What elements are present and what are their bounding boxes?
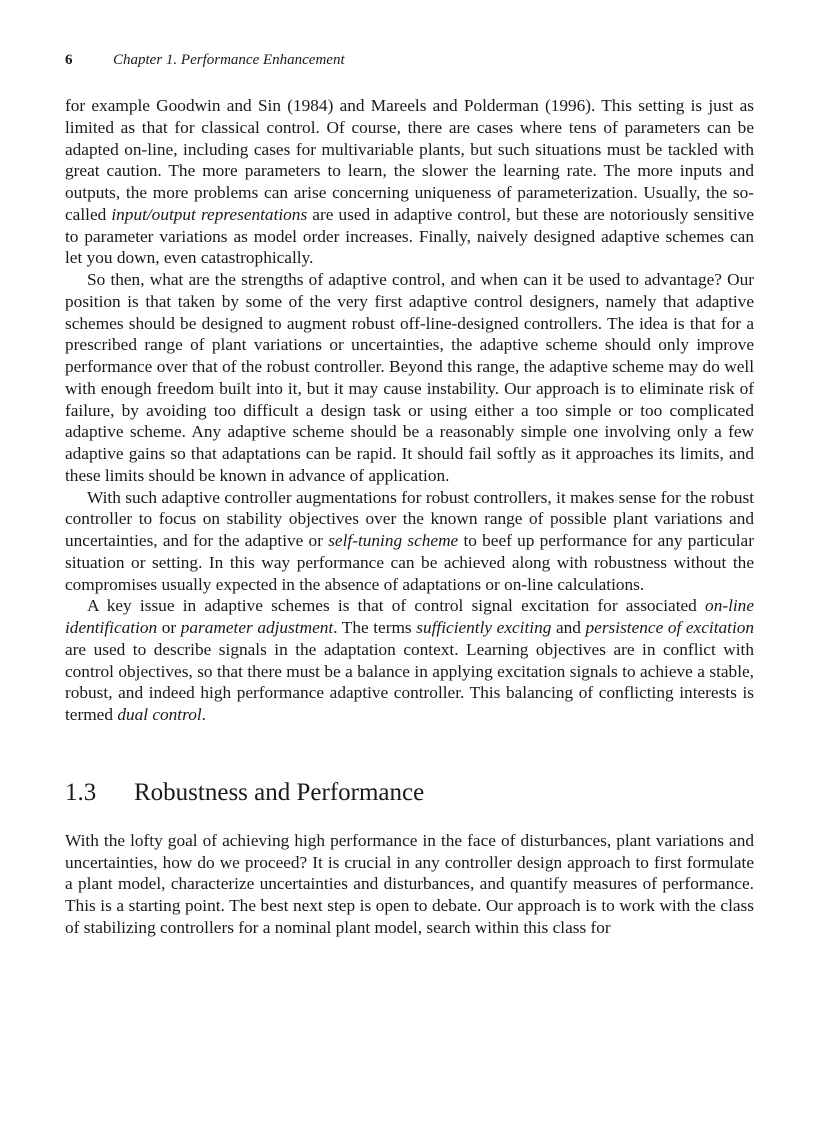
- text-run: and: [551, 618, 586, 637]
- italic-term: input/output representations: [111, 204, 308, 224]
- text-run: With the lofty goal of achieving high performance in the face of disturbances, plant variations and uncertainties, how do we proceed? It is crucial in any controller design approach to first formulate a plant model, characterize uncertainties and disturbances, and quantify measures of performance. This is a starting point. The best next step is open to debate. Our approach is to work with the class of stabilizing controllers for a nominal plant model, search within this class for: [65, 830, 754, 937]
- page-number: 6: [65, 52, 73, 68]
- italic-term: parameter adjustment: [180, 618, 334, 637]
- italic-term: sufficiently exciting: [416, 618, 552, 637]
- paragraph: [65, 269, 754, 487]
- section-paragraph-list: [65, 830, 754, 939]
- text-run: for example Goodwin and Sin (1984) and Mareels and Polderman (1996). This setting is just as limited as that for classical control. Of course, there are cases where tens of parameters can be adapted on-line, including cases for multivariable plants, but such situations must be tackled with great caution. The more parameters to learn, the slower the learning rate. The more inputs and outputs, the more problems can arise concerning uniqueness of parameterization. Usually, the so-called: [65, 96, 754, 224]
- text-run: With such adaptive controller augmentations for robust controllers, it makes sense for the robust controller to focus on stability objectives over the known range of possible plant variations and uncertainties, and for the adaptive or: [65, 487, 754, 550]
- chapter-title: Chapter 1. Performance Enhancement: [113, 52, 345, 68]
- body-text: [65, 95, 754, 939]
- section-heading: [65, 777, 754, 809]
- section-title: Robustness and Performance: [134, 778, 425, 806]
- paragraph: [65, 487, 754, 596]
- italic-term: self-tuning scheme: [328, 531, 459, 550]
- paragraph-list: [65, 95, 754, 726]
- italic-term: dual control: [117, 705, 202, 724]
- italic-term: persistence of excitation: [585, 618, 755, 637]
- text-run: are used in adaptive control, but these are notoriously sensitive to parameter variations as model order increases. Finally, naively designed adaptive schemes can let you down, even catastrophically.: [65, 204, 755, 268]
- text-run: . The terms: [333, 618, 417, 637]
- text-run: are used to describe signals in the adaptation context. Learning objectives are in conflict with control objectives, so that there must be a balance in applying excitation signals to achieve a stable, robust, and indeed high performance adaptive controller. This balancing of conflicting interests is termed: [65, 639, 754, 724]
- text-run: So then, what are the strengths of adaptive control, and when can it be used to advantage? Our position is that taken by some of the very first adaptive control designers, namely that adaptive schemes should be designed to augment robust off-line-designed controllers. The idea is that for a prescribed range of plant variations or uncertainties, the adaptive scheme should only improve performance over that of the robust controller. Beyond this range, the adaptive scheme may do well with enough freedom built into it, but it may cause instability. Our approach is to eliminate risk of failure, by avoiding too difficult a design task or using either a too simple or too complicated adaptive scheme. Any adaptive scheme should be a reasonably simple one involving only a few adaptive gains so that adaptations can be rapid. It should fail softly as it approaches its limits, and these limits should be known in advance of application.: [65, 270, 754, 485]
- paragraph: [65, 830, 754, 939]
- paragraph: [65, 95, 754, 269]
- text-run: to beef up performance for any particular situation or setting. In this way performance can be achieved along with robustness without the compromises usually expected in the absence of adaptations or on-line calculations.: [65, 531, 754, 594]
- italic-term: on-line identification: [65, 596, 754, 637]
- paragraph: [65, 595, 754, 726]
- running-head: [65, 50, 754, 70]
- text-run: A key issue in adaptive schemes is that of control signal excitation for associated: [87, 596, 706, 616]
- text-run: or: [157, 618, 181, 637]
- section-number: 1.3: [65, 778, 97, 806]
- text-run: .: [201, 705, 206, 724]
- book-page: [65, 50, 754, 939]
